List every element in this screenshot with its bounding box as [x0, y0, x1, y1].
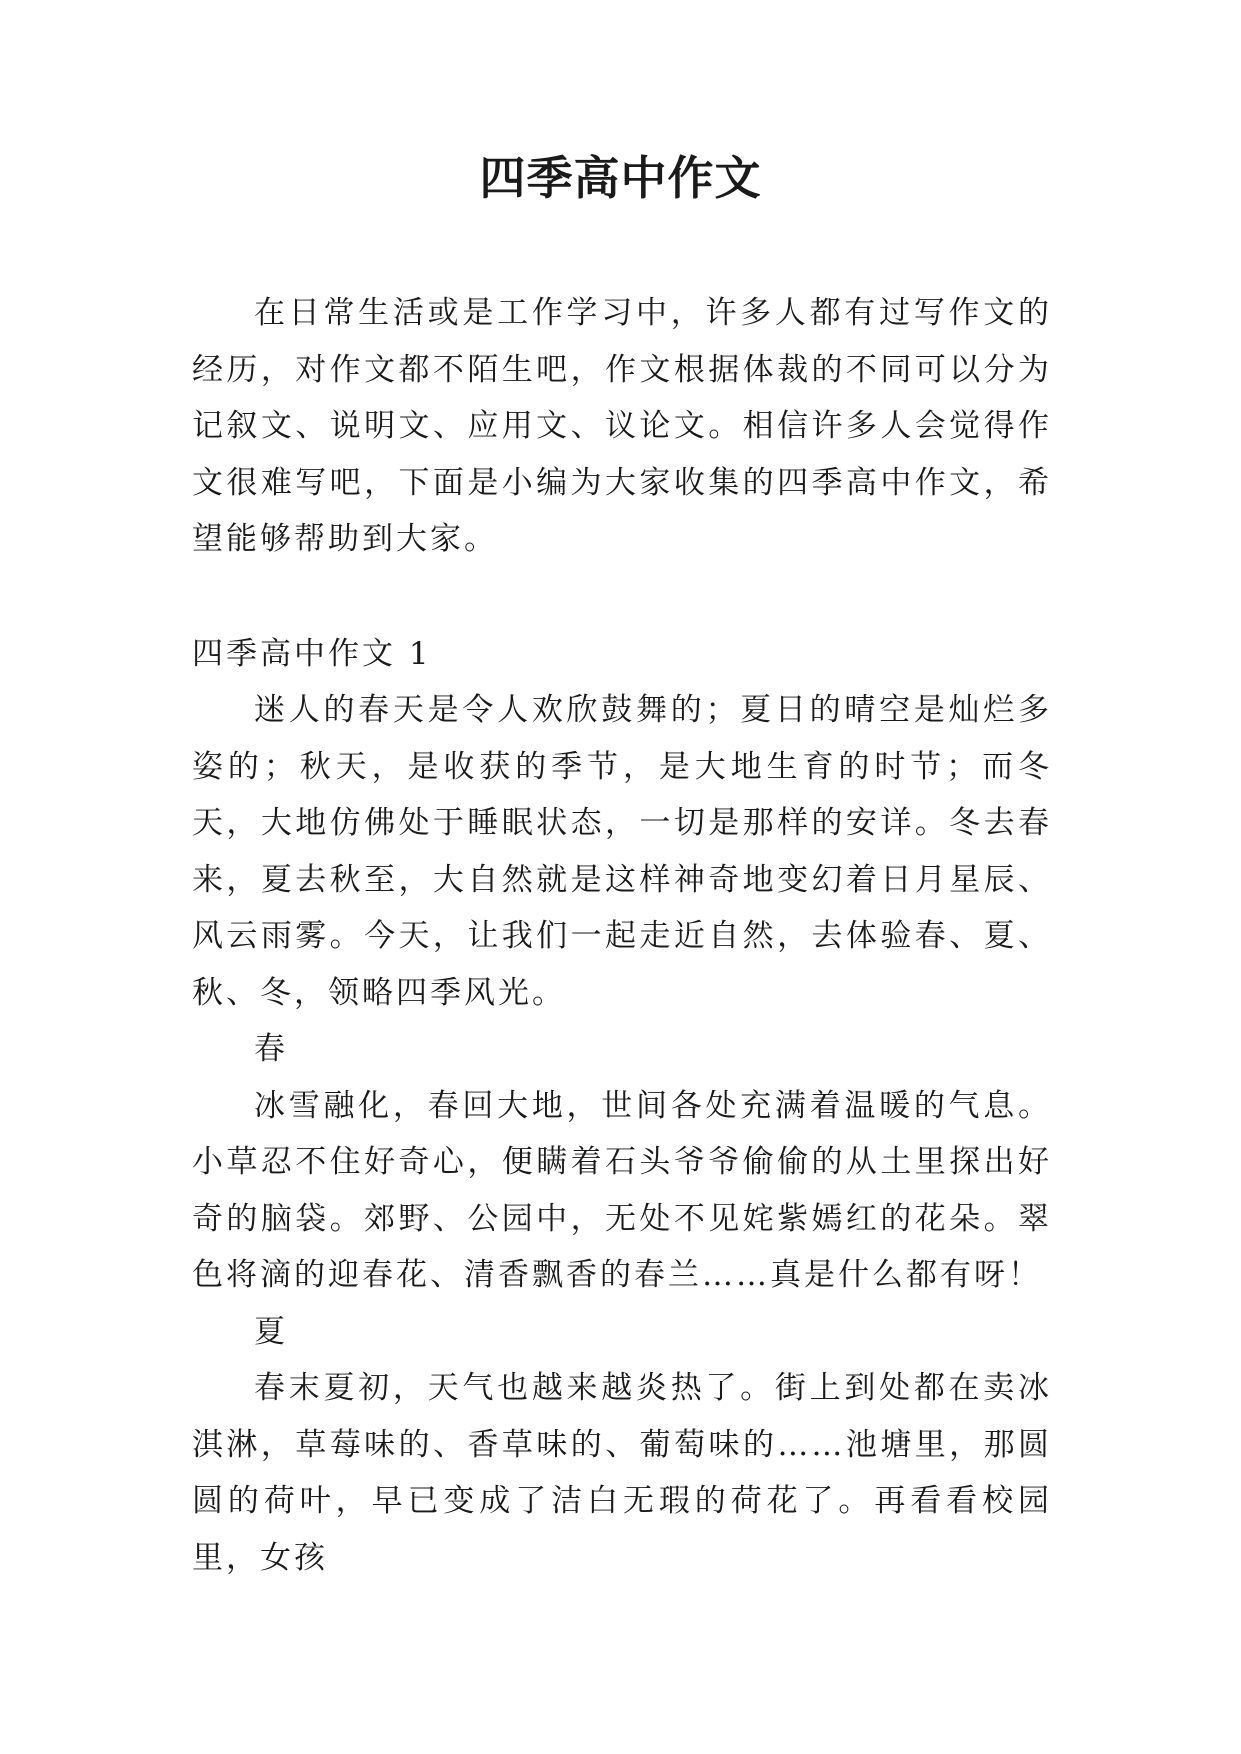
- document-body: [192, 285, 1052, 1586]
- section-spacer: [192, 568, 1052, 626]
- opening-paragraph: 迷人的春天是令人欢欣鼓舞的；夏日的晴空是灿烂多姿的；秋天，是收获的季节，是大地生育的时节；而冬天，大地仿佛处于睡眠状态，一切是那样的安详。冬去春来，夏去秋至，大自然就是这样神奇地变幻着日月星辰、风云雨雾。今天，让我们一起走近自然，去体验春、夏、秋、冬，领略四季风光。: [192, 692, 1052, 1011]
- spring-paragraph: 冰雪融化，春回大地，世间各处充满着温暖的气息。小草忍不住好奇心，便瞒着石头爷爷偷偷的从土里探出好奇的脑袋。郊野、公园中，无处不见姹紫嫣红的花朵。翠色将滴的迎春花、清香飘香的春兰……真是什么都有呀！: [192, 1087, 1052, 1293]
- intro-paragraph: 在日常生活或是工作学习中，许多人都有过写作文的经历，对作文都不陌生吧，作文根据体裁的不同可以分为记叙文、说明文、应用文、议论文。相信许多人会觉得作文很难写吧，下面是小编为大家收集的四季高中作文，希望能够帮助到大家。: [192, 295, 1052, 557]
- summer-label: 夏: [254, 1313, 288, 1350]
- section-heading: 四季高中作文 1: [192, 635, 432, 672]
- document-title: 四季高中作文: [479, 151, 762, 205]
- spring-label: 春: [254, 1031, 288, 1067]
- summer-paragraph: 春末夏初，天气也越来越炎热了。街上到处都在卖冰淇淋，草莓味的、香草味的、葡萄味的……池塘里，那圆圆的荷叶，早已变成了洁白无瑕的荷花了。再看看校园里，女孩: [192, 1370, 1052, 1576]
